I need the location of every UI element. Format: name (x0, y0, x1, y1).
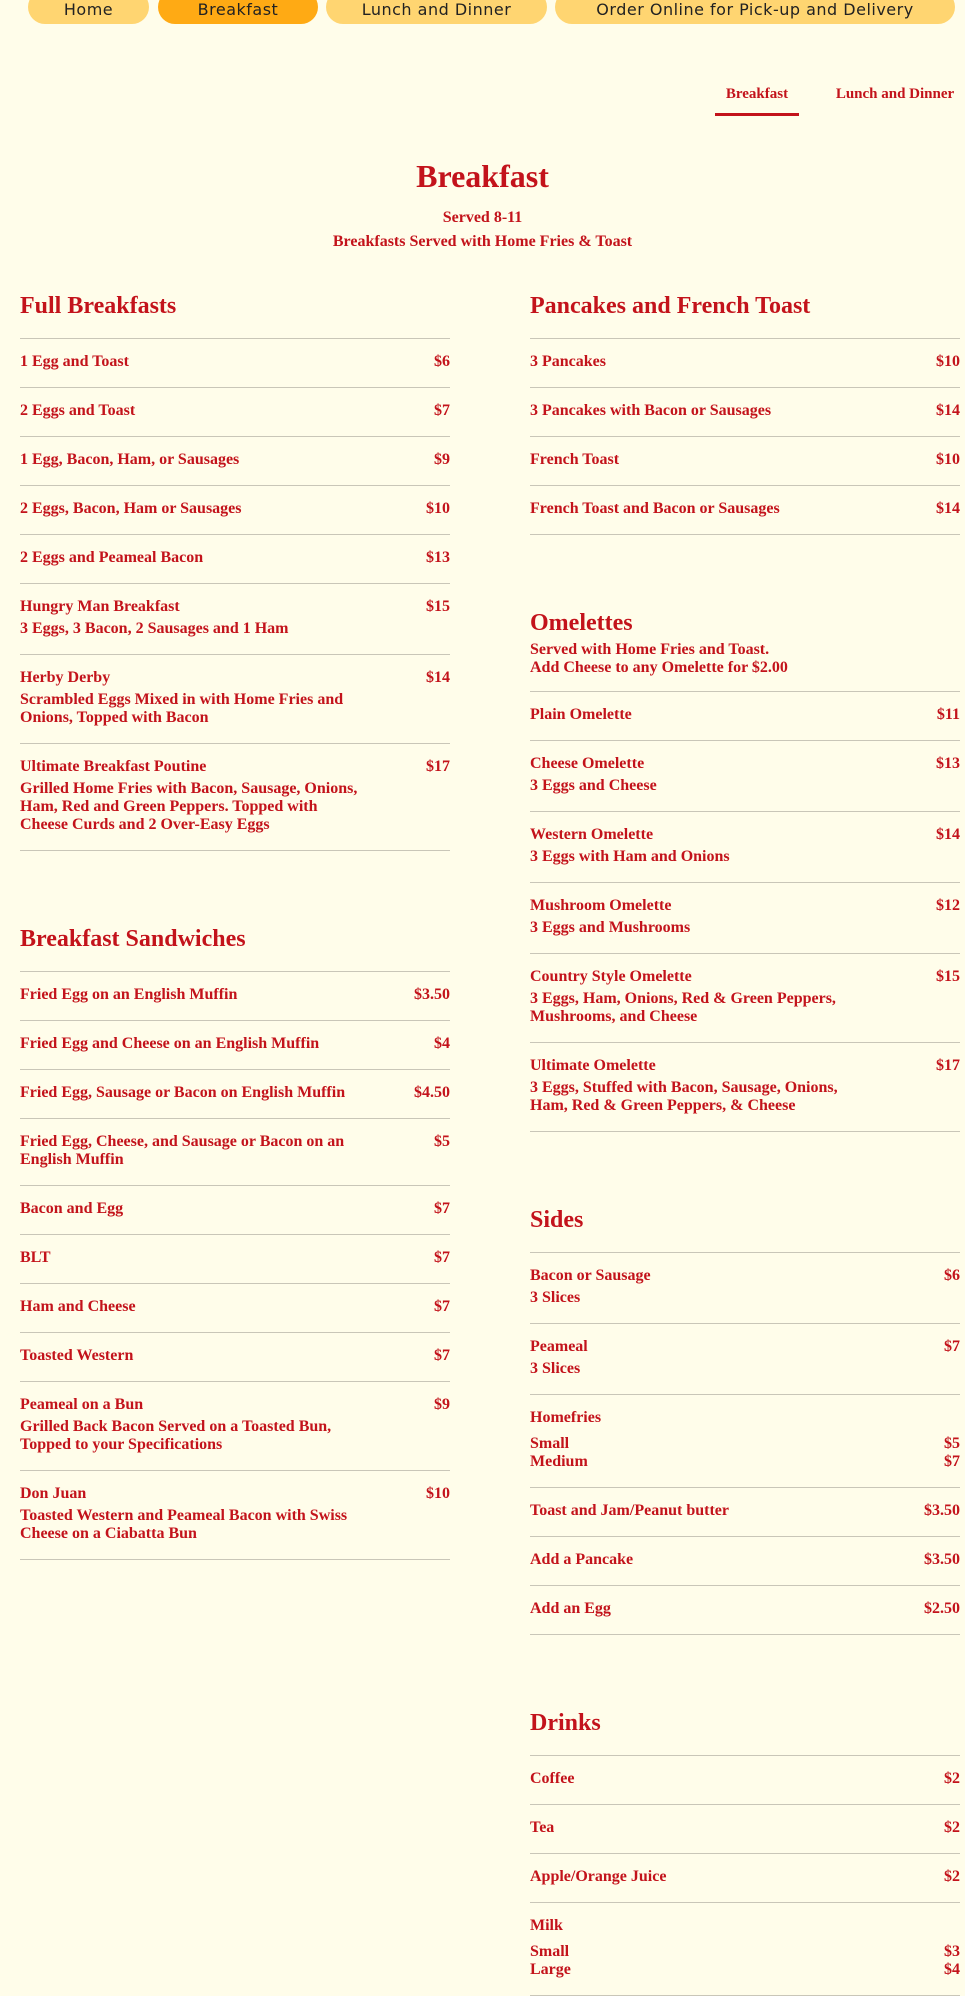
item-name: Peameal on a Bun (20, 1396, 144, 1413)
item-name: 3 Pancakes (530, 353, 606, 370)
item-description: 3 Eggs, 3 Bacon, 2 Sausages and 1 Ham (20, 620, 289, 637)
item-price: $10 (426, 500, 450, 517)
item-description: 3 Slices (530, 1360, 581, 1377)
sides-section (530, 1202, 960, 1635)
menu-item (530, 883, 960, 954)
menu-list (20, 971, 450, 1560)
item-price: $14 (936, 402, 960, 419)
item-description: Grilled Back Bacon Served on a Toasted Bun, Topped to your Specifications (20, 1418, 332, 1453)
menu-list (530, 1252, 960, 1635)
menu-item (20, 584, 450, 655)
item-description: 3 Eggs with Ham and Onions (530, 848, 730, 865)
item-name: Cheese Omelette (530, 755, 645, 772)
item-price: $13 (426, 549, 450, 566)
omelettes-section (530, 605, 960, 1132)
item-price: $10 (936, 353, 960, 370)
size-price: $5 (944, 1435, 960, 1452)
item-name: Toast and Jam/Peanut butter (530, 1502, 729, 1519)
menu-list (530, 1755, 960, 1996)
section-title: Omelettes (530, 610, 633, 636)
item-description: Toasted Western and Peameal Bacon with Swiss Cheese on a Ciabatta Bun (20, 1507, 348, 1542)
item-price: $14 (426, 669, 450, 686)
item-name: Don Juan (20, 1485, 87, 1502)
item-description: 3 Eggs, Ham, Onions, Red & Green Peppers, Mushrooms, and Cheese (530, 990, 836, 1025)
nav-order-online[interactable]: Order Online for Pick-up and Delivery (555, 0, 955, 24)
item-name: BLT (20, 1249, 51, 1266)
size-option (530, 1435, 960, 1453)
section-note: Add Cheese to any Omelette for $2.00 (530, 659, 788, 676)
menu-item (530, 1324, 960, 1395)
section-title: Breakfast Sandwiches (20, 926, 246, 952)
item-name: Apple/Orange Juice (530, 1868, 667, 1885)
served-hours: Served 8-11 (442, 209, 523, 226)
item-price: $7 (434, 1347, 450, 1364)
nav-lunch-dinner[interactable]: Lunch and Dinner (326, 0, 547, 24)
item-name: Ultimate Breakfast Poutine (20, 758, 207, 775)
item-price: $2 (944, 1770, 960, 1787)
item-price: $3.50 (924, 1502, 960, 1519)
item-price: $6 (434, 353, 450, 370)
section-title: Full Breakfasts (20, 293, 177, 319)
menu-item (20, 388, 450, 437)
item-name: 3 Pancakes with Bacon or Sausages (530, 402, 772, 419)
item-name: Plain Omelette (530, 706, 632, 723)
item-price: $10 (426, 1485, 450, 1502)
nav-home[interactable]: Home (28, 0, 149, 24)
section-title: Pancakes and French Toast (530, 293, 811, 319)
item-name: Bacon and Egg (20, 1200, 124, 1217)
item-price: $12 (936, 897, 960, 914)
item-name: Hungry Man Breakfast (20, 598, 180, 615)
menu-item (20, 1070, 450, 1119)
item-price: $15 (936, 968, 960, 985)
page-header (0, 152, 965, 254)
menu-item (530, 1253, 960, 1324)
item-name: 1 Egg, Bacon, Ham, or Sausages (20, 451, 240, 468)
menu-item (530, 741, 960, 812)
full-breakfasts-section (20, 288, 450, 851)
item-name: Add an Egg (530, 1600, 611, 1617)
item-price: $2 (944, 1819, 960, 1836)
menu-list (530, 691, 960, 1132)
item-name: Toasted Western (20, 1347, 134, 1364)
menu-item (20, 1471, 450, 1560)
size-label: Small (530, 1435, 570, 1452)
item-name: Peameal (530, 1338, 588, 1355)
menu-item (20, 1021, 450, 1070)
item-name: Fried Egg on an English Muffin (20, 986, 238, 1003)
pancakes-section (530, 288, 960, 535)
menu-item (20, 535, 450, 584)
menu-item (530, 388, 960, 437)
section-title: Sides (530, 1207, 584, 1233)
menu-item (530, 1043, 960, 1132)
item-price: $9 (434, 1396, 450, 1413)
menu-item (530, 692, 960, 741)
item-name: 2 Eggs and Peameal Bacon (20, 549, 204, 566)
menu-item (530, 339, 960, 388)
menu-item (20, 1119, 450, 1186)
item-price: $7 (434, 1200, 450, 1217)
item-price: $6 (944, 1267, 960, 1284)
item-name: 2 Eggs and Toast (20, 402, 136, 419)
menu-item (530, 1537, 960, 1586)
item-price: $14 (936, 500, 960, 517)
item-price: $11 (936, 706, 960, 723)
item-name: Tea (530, 1819, 555, 1836)
menu-item (20, 655, 450, 744)
item-name: French Toast (530, 451, 620, 468)
item-price: $3.50 (924, 1551, 960, 1568)
item-price: $4 (434, 1035, 450, 1052)
drinks-section (530, 1705, 960, 1996)
item-name: Fried Egg, Sausage or Bacon on English Muffin (20, 1084, 346, 1101)
item-description: 3 Eggs, Stuffed with Bacon, Sausage, Onions, Ham, Red & Green Peppers, & Cheese (530, 1079, 838, 1114)
size-label: Small (530, 1943, 570, 1960)
item-price: $7 (434, 1298, 450, 1315)
menu-item (530, 954, 960, 1043)
menu-item (20, 1186, 450, 1235)
item-name: Country Style Omelette (530, 968, 692, 985)
item-price: $7 (944, 1338, 960, 1355)
item-price: $2.50 (924, 1600, 960, 1617)
item-name: Western Omelette (530, 826, 654, 843)
menu-item (530, 1488, 960, 1537)
item-price: $3.50 (414, 986, 450, 1003)
item-price: $5 (434, 1133, 450, 1150)
size-price: $3 (944, 1943, 960, 1960)
menu-item (20, 486, 450, 535)
menu-item (20, 1235, 450, 1284)
menu-item (530, 1395, 960, 1488)
section-title: Drinks (530, 1710, 601, 1736)
nav-breakfast[interactable]: Breakfast (158, 0, 318, 24)
menu-item (20, 972, 450, 1021)
served-with-note: Breakfasts Served with Home Fries & Toast (332, 233, 633, 250)
menu-item (530, 437, 960, 486)
menu-item (20, 1284, 450, 1333)
item-name: 2 Eggs, Bacon, Ham or Sausages (20, 500, 242, 517)
size-option (530, 1961, 960, 1979)
item-name: Add a Pancake (530, 1551, 634, 1568)
menu-item (20, 1333, 450, 1382)
item-name: Ultimate Omelette (530, 1057, 656, 1074)
menu-item (530, 1586, 960, 1635)
item-name: Bacon or Sausage (530, 1267, 651, 1284)
item-name: Milk (530, 1917, 563, 1934)
item-price: $7 (434, 1249, 450, 1266)
menu-list (530, 338, 960, 535)
item-name: Fried Egg, Cheese, and Sausage or Bacon on an English Muffin (20, 1133, 345, 1168)
item-price: $9 (434, 451, 450, 468)
item-price: $2 (944, 1868, 960, 1885)
menu-item (530, 1756, 960, 1805)
item-price: $13 (936, 755, 960, 772)
item-name: Herby Derby (20, 669, 111, 686)
menu-item (530, 1854, 960, 1903)
menu-item (20, 339, 450, 388)
menu-list (20, 338, 450, 851)
item-price: $14 (936, 826, 960, 843)
section-note: Served with Home Fries and Toast. (530, 641, 770, 658)
menu-item (20, 437, 450, 486)
menu-item (530, 1903, 960, 1996)
item-name: Fried Egg and Cheese on an English Muffin (20, 1035, 320, 1052)
tab-lunch-dinner[interactable]: Lunch and Dinner (835, 86, 955, 102)
item-description: Scrambled Eggs Mixed in with Home Fries and Onions, Topped with Bacon (20, 691, 344, 726)
menu-item (530, 486, 960, 535)
item-description: 3 Eggs and Cheese (530, 777, 657, 794)
size-label: Large (530, 1961, 571, 1978)
item-name: French Toast and Bacon or Sausages (530, 500, 780, 517)
item-name: Ham and Cheese (20, 1298, 136, 1315)
item-price: $17 (936, 1057, 960, 1074)
size-label: Medium (530, 1453, 588, 1470)
item-price: $17 (426, 758, 450, 775)
item-description: 3 Slices (530, 1289, 581, 1306)
size-option (530, 1943, 960, 1961)
item-name: Mushroom Omelette (530, 897, 672, 914)
size-price: $7 (944, 1453, 960, 1470)
right-column (530, 288, 960, 1996)
page-title: Breakfast (416, 158, 549, 194)
item-name: Homefries (530, 1409, 602, 1426)
size-option (530, 1453, 960, 1471)
item-price: $7 (434, 402, 450, 419)
item-description: Grilled Home Fries with Bacon, Sausage, Onions, Ham, Red and Green Peppers. Topped with Cheese Curds and 2 Over-Easy Eggs (20, 780, 358, 833)
item-name: 1 Egg and Toast (20, 353, 129, 370)
item-price: $15 (426, 598, 450, 615)
menu-item (20, 1382, 450, 1471)
menu-item (20, 744, 450, 851)
menu-item (530, 1805, 960, 1854)
menu-tabs (700, 76, 965, 116)
size-price: $4 (944, 1961, 960, 1978)
menu-item (530, 812, 960, 883)
item-name: Coffee (530, 1770, 575, 1787)
item-description: 3 Eggs and Mushrooms (530, 919, 691, 936)
breakfast-sandwiches-section (20, 921, 450, 1560)
tab-breakfast[interactable]: Breakfast (715, 76, 799, 116)
item-price: $10 (936, 451, 960, 468)
top-nav (0, 0, 965, 25)
item-price: $4.50 (414, 1084, 450, 1101)
left-column (20, 288, 450, 1560)
